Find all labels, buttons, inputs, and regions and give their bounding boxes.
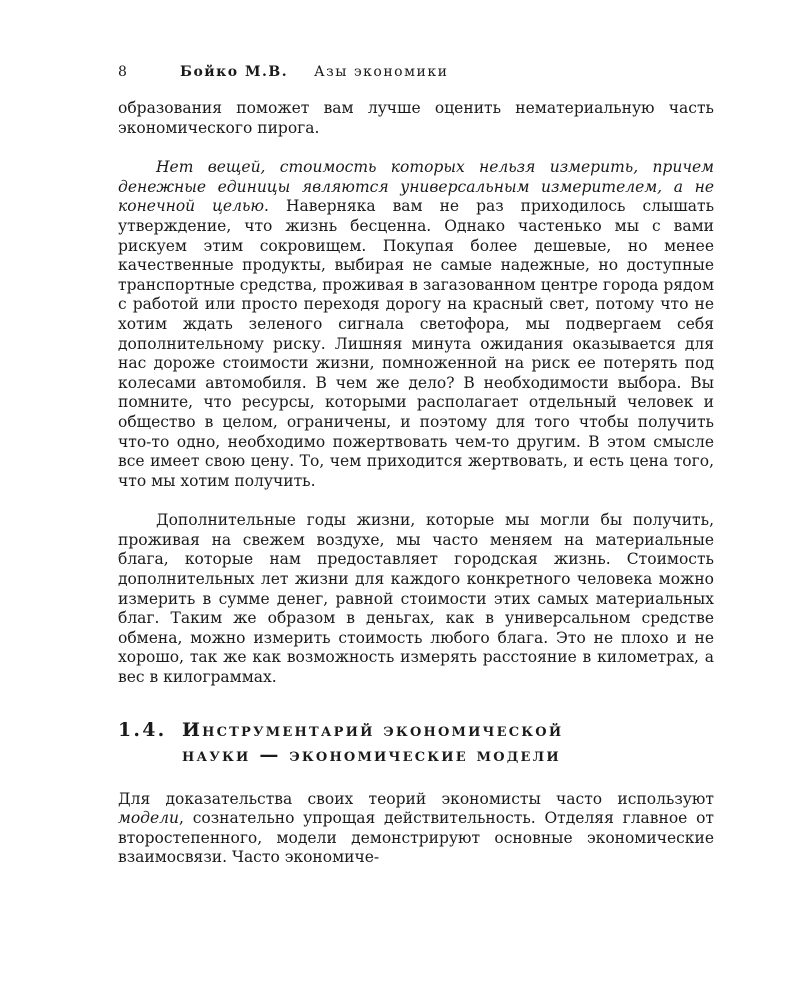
running-header — [118, 64, 714, 88]
section-title-part-1: Инструментарий экономической — [182, 718, 564, 741]
header-book-title: Азы экономики — [314, 64, 449, 80]
section-title-part-2: науки — экономические модели — [182, 743, 561, 766]
section-body-text — [118, 790, 714, 868]
paragraph-extra-years: Дополнительные годы жизни, которые мы могли бы получить, проживая на свежем воздухе, мы часто меняем на материальные блага, которые нам предоставляет городская жизнь. Стоимость дополнительных лет жизни для каждого конкретного человека можно измерить в сумме денег, равной стоимости этих самых материальных благ. Таким же образом в деньгах, как в универсальном средстве обмена, можно измерить стоимость любого блага. Это не плохо и не хорошо, так же как возможность измерять расстояние в километрах, а вес в килограммах. — [118, 511, 714, 687]
section-heading — [118, 718, 714, 768]
section-number: 1.4. — [118, 718, 167, 741]
section-heading-line-1 — [118, 718, 714, 743]
header-author: Бойко М.В. — [180, 64, 289, 80]
italic-term-models: модели — [118, 809, 180, 828]
section-paragraph — [118, 790, 714, 868]
page-number: 8 — [118, 64, 128, 80]
italic-thesis: Нет вещей, стоимость которых нельзя измерить, причем денежные единицы являются универсальным измерителем, а не конечной целью. — [118, 158, 714, 216]
section-text-start: Для доказательства своих теорий экономисты часто используют — [118, 789, 714, 808]
paragraph-priceless-life — [118, 158, 714, 491]
paragraph-body: Наверняка вам не раз приходилось слышать утверждение, что жизнь бесценна. Однако частенько мы с вами рискуем этим сокровищем. Покупая более дешевые, но менее качественные продукты, выбирая не самые надежные, но доступные транспортные средства, проживая в загазованном центре города рядом с работой или просто переходя дорогу на красный свет, потому что не хотим ждать зеленого сигнала светофора, мы подвергаем себя дополнительному риску. Лишняя минута ожидания оказывается для нас дороже стоимости жизни, помноженной на риск ее потерять под колесами автомобиля. В чем же дело? В необходимости выбора. Вы помните, что ресурсы, которыми располагает отдельный человек и общество в целом, ограничены, и поэтому для того чтобы получить что-то одно, необходимо пожертвовать чем-то другим. В этом смысле все имеет свою цену. То, чем приходится жертвовать, и есть цена того, что мы хотим получить. — [118, 197, 715, 490]
body-text — [118, 99, 714, 688]
paragraph-continuation: образования поможет вам лучше оценить нематериальную часть экономического пирога. — [118, 99, 714, 137]
section-text-end: , сознательно упрощая действительность. Отделяя главное от второстепенного, модели демонстрируют основные экономические взаимосвязи. Часто экономиче- — [118, 809, 714, 867]
document-page — [118, 64, 714, 868]
